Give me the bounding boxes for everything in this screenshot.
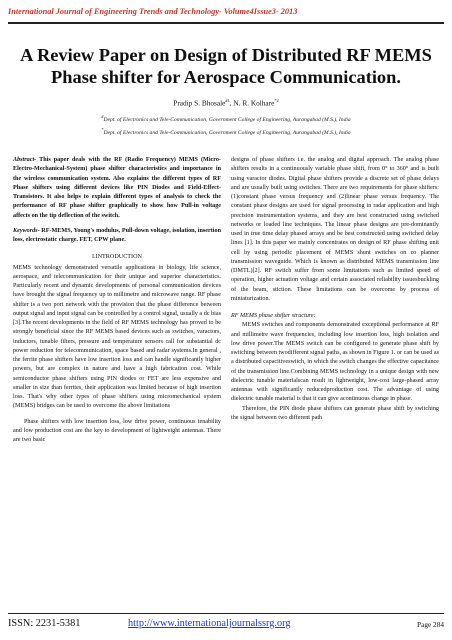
body-paragraph: MEMS switches and components demonstrated exceptional performance at RF and millimetre wave frequencies, including low insertion loss, high isolation and low drive power.The MEMS switch can be configured to generate phase shift by switching between twodifferent signal paths, as shown in Figure 1. or can be used as a distributed capacitiveswitch, in which the switch changes the effective capacitance of the transmission line.Combining MEMS technology in a unique design with new dielectric tunable materialscan result in lightweight, low-cost large-phased array antennas with significantly reducedproduction cost. The advantage of using dielectric tunable material is that it can give acontinuous change in phase.	[231, 322, 439, 403]
journal-website-link[interactable]: http://www.internationaljournalssrg.org	[128, 618, 291, 629]
keywords-label: Keywords-	[13, 227, 40, 234]
subsection-heading: RF MEMS phase shifter structure:	[231, 313, 316, 319]
abstract	[13, 156, 221, 221]
footer-rule	[8, 613, 444, 614]
body-paragraph: Phase shifters with low insertion loss, low drive power, continuous tenability and low production cost are the key to development of lightweight antennas. There are two basic	[13, 418, 221, 443]
keywords	[13, 227, 221, 246]
abstract-text: This paper deals with the RF (Radio Frequency) MEMS (Micro-Electro-Mechanical-System) phase shifter characteristics and importance in the wireless communication system. Also explains the different types of RF Phase shifters using different devices like PIN Diodes and Field-Effect-Transistors. It also helps to explain different types of analysis to check the performance of RF phase shifter graphically to show how Pull-in voltage affects on the tip deflection of the switch.	[13, 157, 221, 219]
section-heading: I.INTRODUCTION	[92, 254, 142, 261]
footer-issn: ISSN: 2231-5381	[8, 618, 81, 629]
page-number: Page 284	[417, 620, 444, 629]
affiliation-mark: *	[101, 127, 104, 132]
abstract-label: Abstract-	[13, 157, 37, 163]
author-mark: #1	[225, 98, 230, 103]
left-column	[13, 156, 221, 445]
right-column	[231, 156, 439, 423]
body-paragraph: MEMS technology demonstrated versatile applications in biology, life science, aerospace, and telecommunication for their unique and superior characteristics. Particularly recent and dynamic developments of personal communication devices have brought the signal frequency up to millimetre and microwave range. RF phase shifter is a two port network with the provision that the phase difference between output signal and input signal can be controlled by a control signal, usually a dc bias [3].The recent developments in the field of RF MEMS technology has proved to be strongly beneficial since the RF MEMS based devices such as switches, varactors, inductors, tunable filters, pressure and temperature sensors call for substantial dc power reduction for telecommunication, space based and radar systems.In general , the ferrite phase shifters have low insertion loss and can handle significantly higher powers, but are complex in nature and have a high fabrication cost. While semiconductor phase shifters using PIN diodes or FET are less expensive and smaller in size than ferrites, their application was limited because of high insertion loss. That's why other types of phase shifters using micromechanical system (MEMS) bridges can be used to overcome the above limitations	[13, 264, 221, 410]
affiliation	[14, 114, 438, 123]
affiliation-text: Dept. of Electronics and Tele-Communication, Government College of Engineering, Aurangabad (M.S.), India	[103, 129, 351, 136]
keywords-text: RF-MEMS, Young's modulus, Pull-down voltage, isolation, insertion loss, electrostatic charge. FET, CPW plane.	[13, 227, 221, 243]
author-mark: *2	[274, 98, 279, 103]
body-paragraph: Therefore, the PIN diode phase shifters can generate phase shift by switching the signal between two different path	[231, 405, 439, 421]
affiliation-text: Dept. of Electronics and Tele-Communication, Government College of Engineering, Aurangabad (M.S.), India	[103, 116, 351, 123]
journal-header: International Journal of Engineering Trends and Technology- Volume4Issue3- 2013	[8, 7, 298, 16]
paper-title: A Review Paper on Design of Distributed RF MEMS Phase shifter for Aerospace Communication.	[20, 45, 432, 87]
affiliation	[14, 127, 438, 136]
affiliation-mark: #	[101, 114, 104, 119]
body-paragraph: designs of phase shifters i.e. the analog and digital approach. The analog phase shifters results in a continuously variable phase shift, from 0° to 360° and is built using varactor diodes. Digital phase shifters provide a discrete set of phase delays and are usually built using switches. There are two requirements for phase shifters: (1)constant phase versus frequency and (2)linear phase versus frequency. The constant phase designs are used for signal processing in radar application and high precision instrumentation systems, and they are best constructed using switched networks or loaded line techniques. The linear phase designs are pre-dominantly used in true time delay phased arrays and be best constructed using switched delay lines [1]. In this paper we mainly concentrates on design of RF phase shifting unit cell by using periodic placement of MEMS shunt switches on co planner transmission waveguide. Which is known as distributed MEMS transmission line (DMTL)[2]. RF switch suffer from some limitations such as limited speed of operation, higher actuation voltage and certain associated reliability issuesbuckling of the beam, stiction. These limitations can be overcome by process of miniaturization.	[231, 157, 439, 302]
header-rule	[8, 22, 444, 24]
author-name: Pradip S. Bhosale	[173, 98, 226, 108]
author-line	[10, 98, 442, 107]
author-separator: ,	[229, 98, 234, 108]
author-name: N. R. Kolhare	[233, 98, 275, 108]
